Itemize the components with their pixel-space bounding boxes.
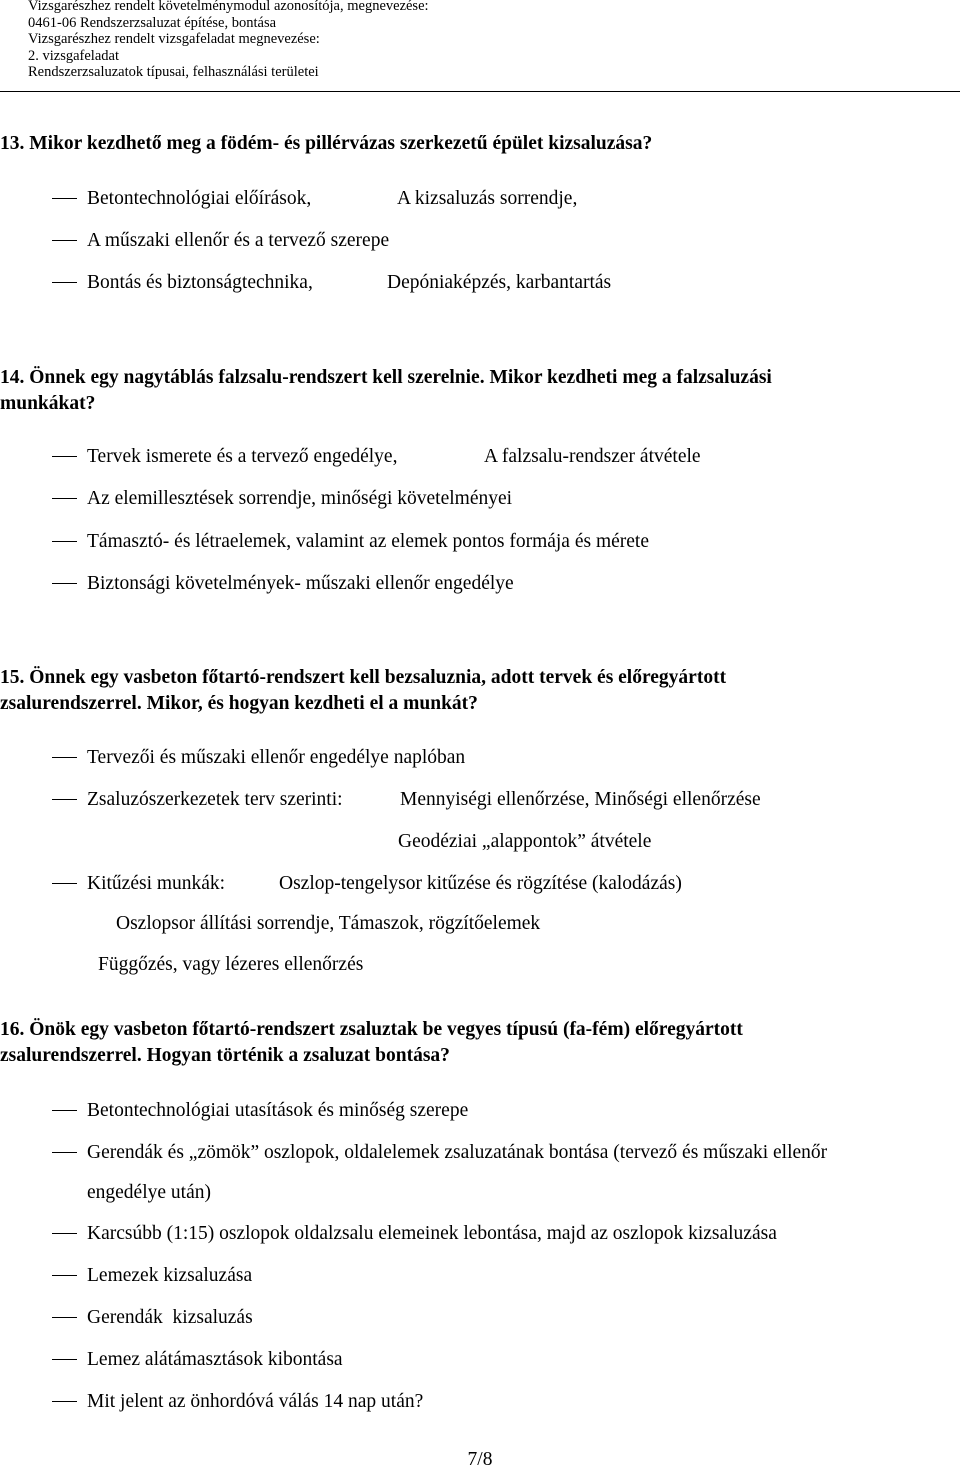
question-16-line-1: 16. Önök egy vasbeton főtartó-rendszert zsaluztak be vegyes típusú (fa-fém) előregyártott: [0, 1019, 743, 1040]
dash-bullet: [52, 1152, 77, 1153]
header-line: Rendszerzsaluzatok típusai, felhasználási területei: [28, 64, 319, 81]
answer-item: Lemez alátámasztások kibontása: [87, 1349, 343, 1370]
document-header: [28, 0, 429, 81]
answer-item: Lemezek kizsaluzása: [87, 1265, 253, 1286]
header-divider: [0, 91, 960, 92]
answer-item: A kizsaluzás sorrendje,: [397, 188, 578, 209]
answer-item: Gerendák és „zömök” oszlopok, oldalelemek zsaluzatának bontása (tervező és műszaki ellenőr: [87, 1142, 828, 1163]
answer-item: Támasztó- és létraelemek, valamint az elemek pontos formája és mérete: [87, 531, 649, 552]
header-line: Vizsgarészhez rendelt vizsgafeladat megnevezése:: [28, 31, 320, 48]
dash-bullet: [52, 883, 77, 884]
question-14-line-2: munkákat?: [0, 393, 96, 414]
answer-item: Oszlop-tengelysor kitűzése és rögzítése (kalodázás): [279, 873, 682, 894]
answer-item: Depóniaképzés, karbantartás: [387, 272, 612, 293]
answer-item: Mit jelent az önhordóvá válás 14 nap után?: [87, 1391, 424, 1412]
answer-item: Biztonsági követelmények- műszaki ellenőr engedélye: [87, 573, 514, 594]
question-16-line-2: zsalurendszerrel. Hogyan történik a zsaluzat bontása?: [0, 1045, 450, 1066]
header-line: 0461-06 Rendszerzsaluzat építése, bontása: [28, 14, 277, 31]
answer-item: Oszlopsor állítási sorrendje, Támaszok, rögzítőelemek: [116, 913, 541, 934]
answer-item: Karcsúbb (1:15) oszlopok oldalzsalu elemeinek lebontása, majd az oszlopok kizsaluzása: [87, 1223, 777, 1244]
dash-bullet: [52, 456, 77, 457]
dash-bullet: [52, 198, 77, 199]
dash-bullet: [52, 583, 77, 584]
answer-item: Mennyiségi ellenőrzése, Minőségi ellenőrzése: [400, 789, 761, 810]
answer-item: A műszaki ellenőr és a tervező szerepe: [87, 230, 390, 251]
dash-bullet: [52, 1401, 77, 1402]
answer-item: Az elemillesztések sorrendje, minőségi követelményei: [87, 488, 513, 509]
header-line: 2. vizsgafeladat: [28, 47, 119, 64]
page-number: 7/8: [467, 1449, 493, 1470]
dash-bullet: [52, 240, 77, 241]
dash-bullet: [52, 1233, 77, 1234]
header-line: Vizsgarészhez rendelt követelménymodul azonosítója, megnevezése:: [28, 0, 429, 14]
answer-item: Zsaluzószerkezetek terv szerinti:: [87, 789, 343, 810]
answer-item: Függőzés, vagy lézeres ellenőrzés: [98, 954, 364, 975]
answer-item: Tervek ismerete és a tervező engedélye,: [87, 446, 398, 467]
answer-item: Gerendák kizsaluzás: [87, 1307, 253, 1328]
answer-item: Kitűzési munkák:: [87, 873, 226, 894]
question-14-line-1: 14. Önnek egy nagytáblás falzsalu-rendszert kell szerelnie. Mikor kezdheti meg a falzsaluzási: [0, 367, 772, 388]
answer-item: engedélye után): [87, 1182, 211, 1203]
answer-item: Betontechnológiai utasítások és minőség szerepe: [87, 1100, 469, 1121]
question-15-line-1: 15. Önnek egy vasbeton főtartó-rendszert kell bezsaluznia, adott tervek és előregyártott: [0, 667, 727, 688]
answer-item: Betontechnológiai előírások,: [87, 188, 312, 209]
dash-bullet: [52, 1275, 77, 1276]
dash-bullet: [52, 757, 77, 758]
dash-bullet: [52, 1110, 77, 1111]
dash-bullet: [52, 1359, 77, 1360]
answer-item: Bontás és biztonságtechnika,: [87, 272, 313, 293]
dash-bullet: [52, 282, 77, 283]
question-13: 13. Mikor kezdhető meg a födém- és pillérvázas szerkezetű épület kizsaluzása?: [0, 133, 653, 154]
question-15-line-2: zsalurendszerrel. Mikor, és hogyan kezdheti el a munkát?: [0, 693, 478, 714]
dash-bullet: [52, 541, 77, 542]
dash-bullet: [52, 799, 77, 800]
answer-item: Tervezői és műszaki ellenőr engedélye naplóban: [87, 747, 466, 768]
answer-item: A falzsalu-rendszer átvétele: [484, 446, 701, 467]
dash-bullet: [52, 1317, 77, 1318]
dash-bullet: [52, 498, 77, 499]
answer-item: Geodéziai „alappontok” átvétele: [398, 831, 652, 852]
